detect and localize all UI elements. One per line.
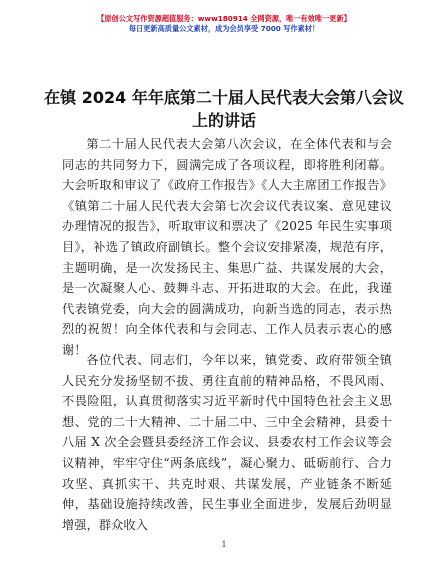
page-number: 1 — [221, 540, 227, 549]
paragraph-text: 第二十届人民代表大会第八次会议，在全体代表和与会同志的共同努力下，圆满完成了各项议程，即将胜利闭幕。大会听取和审议了《政府工作报告》《人大主席团工作报告》《镇第二十届人民代表大会第七次会议代表议案、意见建议办理情况的报告》，听取审议和票决了《2025 年民生实事项目》，补选了镇政府副镇长。整个会议安排紧凑，规范有序，主题明确，是一次发扬民主、集思广益、共谋发展的大会，是一次凝聚人心、鼓舞斗志、开拓进取的大会。在此，我谨代表镇党委，向大会的圆满成功，向新当选的同志，表示热烈的祝贺！向全体代表和与会同志、工作人员表示衷心的感谢！ — [62, 137, 392, 357]
document-title: 在镇 2024 年年底第二十届人民代表大会第八会议上的讲话 — [44, 88, 404, 130]
paragraph-text: 各位代表、同志们，今年以来，镇党委、政府带领全镇人民充分发扬坚韧不拔、勇往直前的精神品格，不畏风雨、不畏险阻，认真贯彻落实习近平新时代中国特色社会主义思想、党的二十大精神、二十届二中、三中全会精神，县委十八届 X 次全会暨县委经济工作会议、县委农村工作会议等会议精神，牢牢守住“两条底线”，凝心聚力、砥砺前行、合力攻坚、真抓实干、共克时艰、共谋发展，产业链条不断延伸，基础设施持续改善，民生事业全面进步，发展后劲明显增强，群众收入 — [62, 353, 392, 532]
header-banner — [0, 14, 448, 34]
document-paragraph-1 — [62, 134, 392, 361]
banner-subscription-line: 每日更新高质量公文素材，成为会员享受 7000 写作素材！ — [128, 24, 320, 33]
banner-promo-line: 【原创公文写作资源超值服务：www180914 全网资源，唯一有效唯一更新】 — [97, 14, 351, 23]
document-paragraph-2 — [62, 350, 392, 535]
